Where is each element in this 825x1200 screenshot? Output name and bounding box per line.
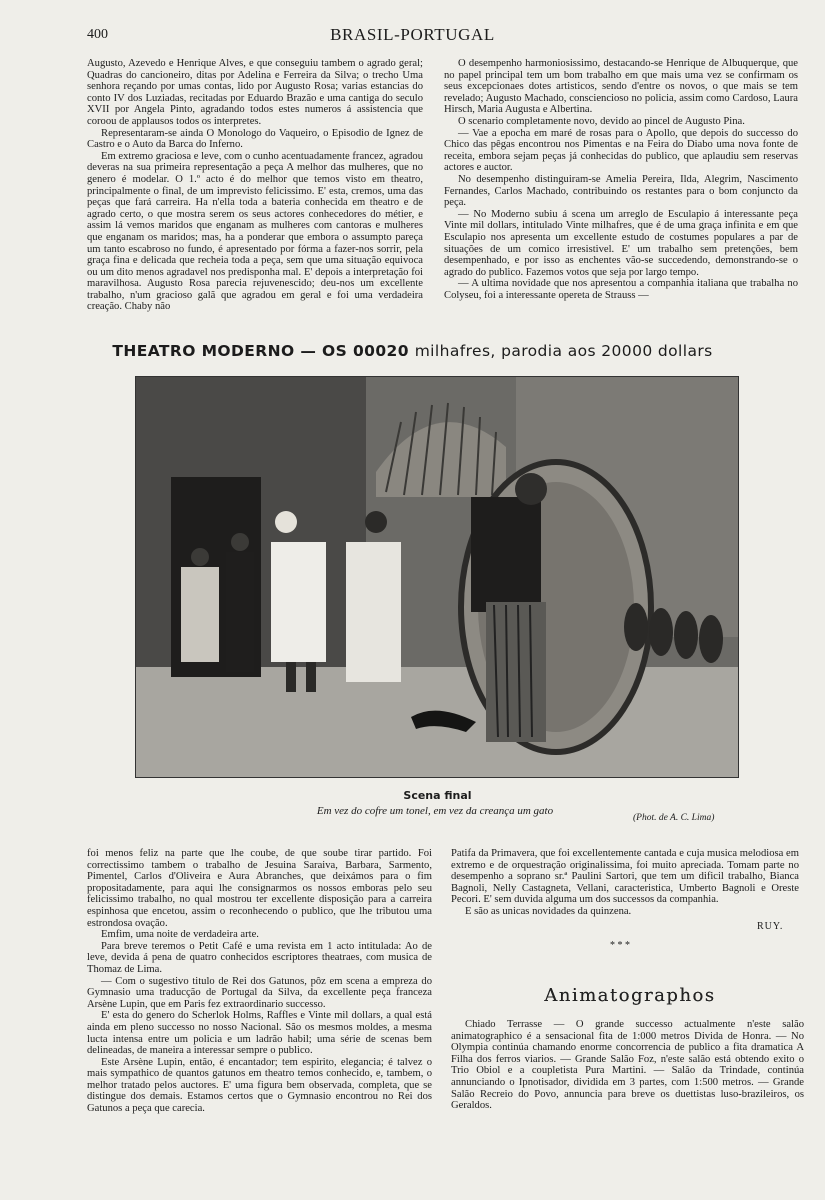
headline-bold: THEATRO MODERNO — OS 00020 [112,342,409,360]
column-4 [451,848,799,918]
photo-caption: Em vez do cofre um tonel, em vez da creança um gato [316,805,554,817]
column-3 [87,848,432,1115]
paragraph: O desempenho harmoniosissimo, destacando-se Henrique de Albuquerque, que no papel principal tem um bom trabalho em que mais uma vez se confirmam os seus excepcionaes dotes artisticos, sendo d'entre os novos, o que mais se tem revelado; Augusto Machado, consciencioso no policia, assim como Cardoso, Laura Hirsch, Maria Augusta e Albertina. [444,58,798,116]
page-title: BRASIL-PORTUGAL [330,25,495,44]
headline-light: milhafres, parodia aos 20000 dollars [414,342,713,360]
paragraph: — Com o sugestivo titulo de Rei dos Gatunos, pôz em scena a empreza do Gymnasio uma traducção de Portugal da Silva, da excellente peça franceza Arsène Lupin, que em Paris fez extraordinario successo. [87,975,432,1010]
paragraph: Para breve teremos o Petit Café e uma revista em 1 acto intitulada: Ao de leve, devida á pena de quatro conhecidos escriptores theatraes, com musica de Thomaz de Lima. [87,940,432,975]
paragraph: — Vae a epocha em maré de rosas para o Apollo, que depois do successo do Chico das pêgas encontrou nos Pimentas e na Feira do Diabo uma nova fonte de receita, embora sejam peças já conhecidas do publico, que aplaudiu sem reservas actores e auctor. [444,127,798,174]
paragraph: Patifa da Primavera, que foi excellentemente cantada e cuja musica melodiosa em extremo e de orquestração originalissima, foi muito apreciada. Tomam parte no desempenho a soprano sr.ª Paulini Sartori, que tem um dificil trabalho, Bianca Bagnoli, Nelly Castagneta, Vellani, caracteristica, Umberto Bagnoli e Oreste Pecori. E' sem duvida alguma um dos successos da companhia. [451,848,799,906]
paragraph: foi menos feliz na parte que lhe coube, de que soube tirar partido. Foi correctissimo tambem o trabalho de Jesuina Saraiva, Barbara, Sarmento, Pimentel, Carlos d'Oliveira e Aura Abranches, que deixámos para o fim propositadamente, para aqui lhe consignarmos os nossos emboras pelo seu felicissimo trabalho, no qual mostrou ter excellente disposição para a carreira espinhosa que encetou, assim o reconhecendo o publico, que lhe tributou uma estrondosa ovação. [87,848,432,929]
paragraph: E são as unicas novidades da quinzena. [465,905,632,917]
paragraph: Este Arsène Lupin, então, é encantador; tem espirito, elegancia; é talvez o mais sympathico de quantos gatunos em theatro temos conhecido, e, tambem, o melhor tratado pelos auctores. E' uma figura bem observada, completa, que se distingue dos demais. Estamos certos que o Gymnasio encontrou no Rei dos Gatunos a peça que carecia. [87,1056,432,1115]
author-signature: RUY. [757,921,784,932]
section-heading-animatographos: Animatographos [544,985,716,1006]
photo-caption-title: Scena final [403,789,472,802]
paragraph: Chiado Terrasse — O grande successo actualmente n'este salão animatographico é a sensacional fita de 1:000 metros Divida de Honra. — No Olympia continúa chamando enorme concorrencia de publico a fita dramatica A Filha dos ferros viarios. — Grande Salão Foz, n'este salão está obtendo exito o Trio Obiol e a coupletista Pura Martini. — Salão da Trindade, continúa annunciando o Ipnotisador, dividida em 3 partes, com 1:500 metros. — Grande Salão Recreio do Povo, annuncia para breve os duettistas luso-brazileiros, os Geraldos. [451,1019,804,1112]
photo-credit: (Phot. de A. C. Lima) [633,813,715,823]
paragraph: O scenario completamente novo, devido ao pincel de Augusto Pina. [458,115,745,127]
paragraph: — No Moderno subiu á scena um arreglo de Esculapio á interessante peça Vinte mil dollars, intitulado Vinte milhafres, que é de uma graça infinita e em que Esculapio nos apresenta um excellente estudo de costumes populares a par de situações de um comico irresistivel. E' um trabalho sem pretenções, bem desempenhado, e por isso as enchentes vão-se succedendo, demonstrando-se o agrado do publico. Fazemos votos que seja por largo tempo. [444,208,798,278]
paragraph: E' esta do genero do Scherlok Holms, Raffles e Vinte mil dollars, a qual está ainda em pleno successo no nosso Nacional. São os mesmos moldes, a mesma lucta intensa entre um policia e um ladrão habil; uma série de scenas bem delineadas, de maneira a interessar sempre o publico. [87,1010,432,1057]
paragraph: Emfim, uma noite de verdadeira arte. [101,929,259,941]
paragraph: Augusto, Azevedo e Henrique Alves, e que conseguiu tambem o agrado geral; Quadras do cancioneiro, ditas por Adelina e Ferreira da Silva; o trecho Uma senhora reçando por umas contas, lido por Augusto Rosa; varias estancias do conto IV dos Luziadas, recitadas por Eduardo Brazão e uma cantiga do seculo XVII por Angela Pinto, agradando todos estes numeros á assistencia que coroou de applausos todos os interpretes. [87,58,423,127]
paragraph: Em extremo graciosa e leve, com o cunho acentuadamente francez, agradou deveras na sua primeira representação a peça A melhor das mulheres, que no genero é modelar. O 1.º acto é do melhor que temos visto em theatro, principalmente o final, de um imprevisto felicissimo. E' esta, cremos, uma das peças que fará carreira. Ha n'ella toda a bateria conhecida em theatro e de agrado certo, o que mostra serem os seus actores conhecedores do métier, e assim lá vemos maridos que enganam as mulheres com cantoras e mulheres que enganam os maridos; mas, ha a ponderar que embora o assumpto pareça um tanto escabroso no fundo, é apresentado por fórma a fazer-nos sorrir, pela graça fina e delicada que recheia toda a peça, sem que uma situação equivoca ou um dito menos agradavel nos predisponha mal. E' depois a interpretação foi maravilhosa. Augusto Rosa parecia rejuvenescido; deu-nos um excellente trabalho, n'um gracioso galã que agradou em geral e foi uma verdadeira creação. Chaby não [87,150,423,313]
stage-photograph [135,376,739,778]
section-divider: * * * [610,940,630,951]
article-headline [0,342,825,360]
paragraph: — A ultima novidade que nos apresentou a companhia italiana que trabalha no Colyseu, foi a interessante opereta de Strauss — [444,278,798,301]
photo-illustration [136,377,738,777]
page-number: 400 [87,27,108,42]
paragraph: Representaram-se ainda O Monologo do Vaqueiro, o Episodio de Ignez de Castro e o Auto da Barca do Inferno. [87,127,423,151]
animatographos-text [451,1019,804,1112]
column-1 [87,58,423,313]
column-2 [444,58,798,301]
paragraph: No desempenho distinguiram-se Amelia Pereira, Ilda, Alegrim, Nascimento Fernandes, Carlos Machado, contribuindo os restantes para o bom conjuncto da peça. [444,173,798,209]
